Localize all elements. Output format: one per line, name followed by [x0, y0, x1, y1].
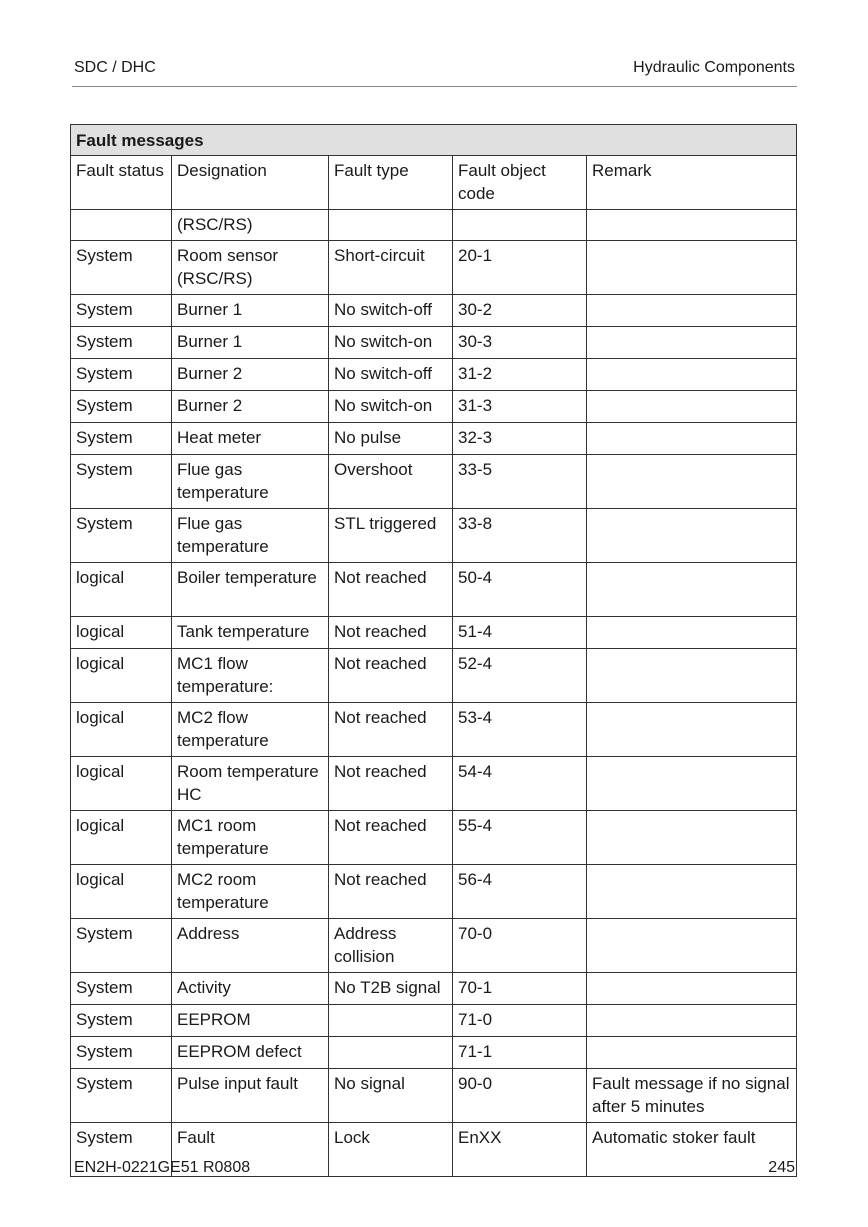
cell-fault-type: Not reached — [329, 563, 453, 617]
cell-remark — [587, 973, 797, 1005]
cell-fault-status: System — [71, 509, 172, 563]
cell-fault-object-code: 71-1 — [453, 1037, 587, 1069]
cell-remark — [587, 919, 797, 973]
cell-fault-object-code: 30-3 — [453, 327, 587, 359]
cell-fault-status — [71, 210, 172, 241]
cell-fault-object-code: 70-0 — [453, 919, 587, 973]
cell-designation: MC1 flow temperature: — [172, 649, 329, 703]
cell-remark — [587, 391, 797, 423]
cell-fault-object-code: EnXX — [453, 1123, 587, 1177]
cell-fault-status: System — [71, 1037, 172, 1069]
cell-remark — [587, 703, 797, 757]
cell-fault-type — [329, 210, 453, 241]
cell-designation: Burner 1 — [172, 327, 329, 359]
table-header-row — [71, 156, 797, 210]
cell-designation: Flue gas temperature — [172, 509, 329, 563]
page-footer — [74, 1158, 795, 1178]
cell-fault-status: logical — [71, 757, 172, 811]
cell-designation: EEPROM defect — [172, 1037, 329, 1069]
cell-remark — [587, 455, 797, 509]
header-right-text: Hydraulic Components — [633, 59, 795, 76]
cell-remark: Automatic stoker fault — [587, 1123, 797, 1177]
cell-designation: (RSC/RS) — [172, 210, 329, 241]
cell-fault-object-code: 51-4 — [453, 617, 587, 649]
cell-remark — [587, 210, 797, 241]
cell-fault-type: Not reached — [329, 757, 453, 811]
cell-fault-object-code: 33-5 — [453, 455, 587, 509]
cell-fault-type: No switch-off — [329, 295, 453, 327]
cell-fault-object-code: 53-4 — [453, 703, 587, 757]
cell-fault-object-code — [453, 210, 587, 241]
cell-fault-type: Address collision — [329, 919, 453, 973]
cell-fault-status: System — [71, 1069, 172, 1123]
cell-fault-type: Short-circuit — [329, 241, 453, 295]
cell-fault-status: logical — [71, 703, 172, 757]
cell-fault-type: Not reached — [329, 649, 453, 703]
cell-fault-object-code: 70-1 — [453, 973, 587, 1005]
cell-fault-status: logical — [71, 649, 172, 703]
cell-fault-type — [329, 1037, 453, 1069]
cell-designation: Room sensor (RSC/RS) — [172, 241, 329, 295]
cell-fault-object-code: 52-4 — [453, 649, 587, 703]
cell-remark — [587, 1005, 797, 1037]
column-header-remark: Remark — [587, 156, 797, 210]
cell-fault-type: STL triggered — [329, 509, 453, 563]
cell-remark — [587, 617, 797, 649]
table-row — [71, 617, 797, 649]
cell-fault-type: Not reached — [329, 617, 453, 649]
table-row — [71, 563, 797, 617]
cell-designation: Burner 1 — [172, 295, 329, 327]
cell-fault-status: logical — [71, 563, 172, 617]
cell-fault-type: Not reached — [329, 703, 453, 757]
cell-fault-type: Lock — [329, 1123, 453, 1177]
table-row — [71, 455, 797, 509]
column-header-fault-status: Fault status — [71, 156, 172, 210]
cell-remark — [587, 865, 797, 919]
cell-remark: Fault message if no signal after 5 minutes — [587, 1069, 797, 1123]
table-title-row — [71, 125, 797, 156]
cell-remark — [587, 359, 797, 391]
cell-fault-status: System — [71, 295, 172, 327]
cell-fault-status: System — [71, 1123, 172, 1177]
cell-fault-status: logical — [71, 811, 172, 865]
cell-fault-object-code: 30-2 — [453, 295, 587, 327]
page-number: 245 — [768, 1159, 795, 1176]
cell-remark — [587, 1037, 797, 1069]
column-header-designation: Designation — [172, 156, 329, 210]
cell-fault-object-code: 33-8 — [453, 509, 587, 563]
table-row — [71, 327, 797, 359]
cell-designation: Burner 2 — [172, 359, 329, 391]
cell-fault-status: System — [71, 359, 172, 391]
cell-designation: Room temperature HC — [172, 757, 329, 811]
cell-remark — [587, 241, 797, 295]
cell-fault-type: No switch-on — [329, 327, 453, 359]
cell-fault-type: No pulse — [329, 423, 453, 455]
table-row — [71, 210, 797, 241]
cell-remark — [587, 295, 797, 327]
cell-remark — [587, 649, 797, 703]
cell-designation: Boiler temperature — [172, 563, 329, 617]
header-divider — [72, 86, 797, 87]
cell-fault-status: System — [71, 973, 172, 1005]
cell-remark — [587, 811, 797, 865]
cell-designation: Pulse input fault — [172, 1069, 329, 1123]
table-row — [71, 919, 797, 973]
cell-fault-type: No switch-off — [329, 359, 453, 391]
cell-fault-object-code: 90-0 — [453, 1069, 587, 1123]
table-row — [71, 359, 797, 391]
cell-remark — [587, 757, 797, 811]
cell-fault-status: System — [71, 327, 172, 359]
table-row — [71, 811, 797, 865]
cell-fault-status: logical — [71, 617, 172, 649]
table-row — [71, 509, 797, 563]
cell-fault-object-code: 56-4 — [453, 865, 587, 919]
header-left-text: SDC / DHC — [74, 59, 156, 76]
cell-fault-status: System — [71, 391, 172, 423]
cell-remark — [587, 423, 797, 455]
table-row — [71, 241, 797, 295]
cell-designation: Fault — [172, 1123, 329, 1177]
table-row — [71, 423, 797, 455]
cell-designation: EEPROM — [172, 1005, 329, 1037]
table-row — [71, 295, 797, 327]
cell-designation: MC2 flow temperature — [172, 703, 329, 757]
fault-messages-table — [70, 124, 797, 1177]
cell-designation: Burner 2 — [172, 391, 329, 423]
cell-designation: Flue gas temperature — [172, 455, 329, 509]
table-row — [71, 865, 797, 919]
table-row — [71, 649, 797, 703]
cell-designation: Tank temperature — [172, 617, 329, 649]
cell-designation: Address — [172, 919, 329, 973]
cell-fault-status: System — [71, 1005, 172, 1037]
cell-fault-type: No T2B signal — [329, 973, 453, 1005]
cell-fault-object-code: 31-2 — [453, 359, 587, 391]
cell-designation: Heat meter — [172, 423, 329, 455]
table-row — [71, 391, 797, 423]
cell-fault-status: System — [71, 423, 172, 455]
cell-fault-object-code: 71-0 — [453, 1005, 587, 1037]
cell-fault-type: Not reached — [329, 865, 453, 919]
table-title: Fault messages — [71, 125, 797, 156]
cell-fault-type — [329, 1005, 453, 1037]
cell-designation: Activity — [172, 973, 329, 1005]
cell-fault-type: No switch-on — [329, 391, 453, 423]
table-row — [71, 703, 797, 757]
cell-fault-status: System — [71, 455, 172, 509]
table-row — [71, 1005, 797, 1037]
cell-fault-object-code: 50-4 — [453, 563, 587, 617]
page-header — [74, 58, 795, 78]
table-row — [71, 1037, 797, 1069]
cell-remark — [587, 327, 797, 359]
column-header-fault-type: Fault type — [329, 156, 453, 210]
table-row — [71, 973, 797, 1005]
cell-fault-status: System — [71, 919, 172, 973]
column-header-fault-object-code: Fault object code — [453, 156, 587, 210]
table-row — [71, 1069, 797, 1123]
cell-designation: MC2 room temperature — [172, 865, 329, 919]
cell-fault-status: logical — [71, 865, 172, 919]
cell-remark — [587, 563, 797, 617]
cell-designation: MC1 room temperature — [172, 811, 329, 865]
cell-fault-object-code: 55-4 — [453, 811, 587, 865]
cell-fault-object-code: 20-1 — [453, 241, 587, 295]
document-code: EN2H-0221GE51 R0808 — [74, 1159, 251, 1176]
cell-fault-type: Not reached — [329, 811, 453, 865]
cell-fault-object-code: 54-4 — [453, 757, 587, 811]
cell-fault-object-code: 32-3 — [453, 423, 587, 455]
cell-fault-object-code: 31-3 — [453, 391, 587, 423]
table-row — [71, 757, 797, 811]
cell-fault-status: System — [71, 241, 172, 295]
cell-remark — [587, 509, 797, 563]
cell-fault-type: No signal — [329, 1069, 453, 1123]
cell-fault-type: Overshoot — [329, 455, 453, 509]
table-body — [71, 210, 797, 1177]
